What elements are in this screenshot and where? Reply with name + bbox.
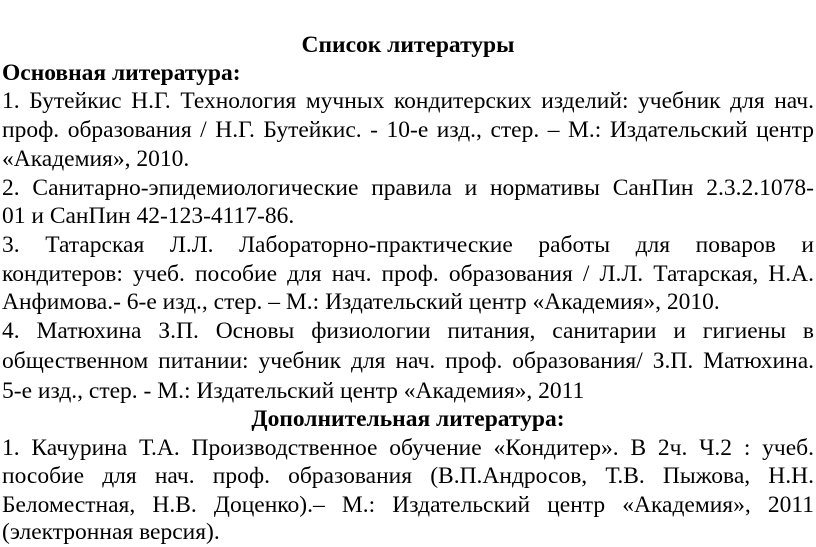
main-literature-line: 5-е изд., стер. - М.: Издательский центр «Академия», 2011 bbox=[2, 378, 585, 404]
main-literature-line: 4. Матюхина З.П. Основы физиологии питания, санитарии и гигиены в bbox=[2, 318, 814, 344]
main-literature-line: 01 и СанПин 42-123-4117-86. bbox=[2, 203, 295, 229]
main-literature-line: Анфимова.- 6-е изд., стер. – М.: Издательский центр «Академия», 2010. bbox=[2, 289, 720, 315]
additional-literature-line: пособие для нач. проф. образования (В.П.Андросов, Т.В. Пыжова, Н.Н. bbox=[2, 463, 814, 489]
main-literature-line: «Академия», 2010. bbox=[2, 146, 190, 172]
additional-literature-line: (электронная версия). bbox=[2, 519, 220, 545]
main-literature-heading: Основная литература: bbox=[2, 60, 241, 86]
main-literature-line: общественном питании: учебник для нач. проф. образования/ З.П. Матюхина. bbox=[2, 348, 814, 374]
page-title: Список литературы bbox=[301, 32, 515, 58]
additional-literature-heading: Дополнительная литература: bbox=[251, 406, 565, 432]
main-literature-line: 2. Санитарно-эпидемиологические правила и нормативы СанПин 2.3.2.1078- bbox=[2, 175, 814, 201]
main-literature-line: 1. Бутейкис Н.Г. Технология мучных кондитерских изделий: учебник для нач. bbox=[2, 88, 814, 114]
additional-literature-line: 1. Качурина Т.А. Производственное обучение «Кондитер». В 2ч. Ч.2 : учеб. bbox=[2, 435, 814, 461]
main-literature-line: проф. образования / Н.Г. Бутейкис. - 10-е изд., стер. – М.: Издательский центр bbox=[2, 117, 814, 143]
main-literature-line: кондитеров: учеб. пособие для нач. проф. образования / Л.Л. Татарская, Н.А. bbox=[2, 261, 814, 287]
main-literature-line: 3. Татарская Л.Л. Лабораторно-практические работы для поваров и bbox=[2, 232, 814, 258]
additional-literature-line: Беломестная, Н.В. Доценко).– М.: Издательский центр «Академия», 2011 bbox=[2, 492, 814, 518]
